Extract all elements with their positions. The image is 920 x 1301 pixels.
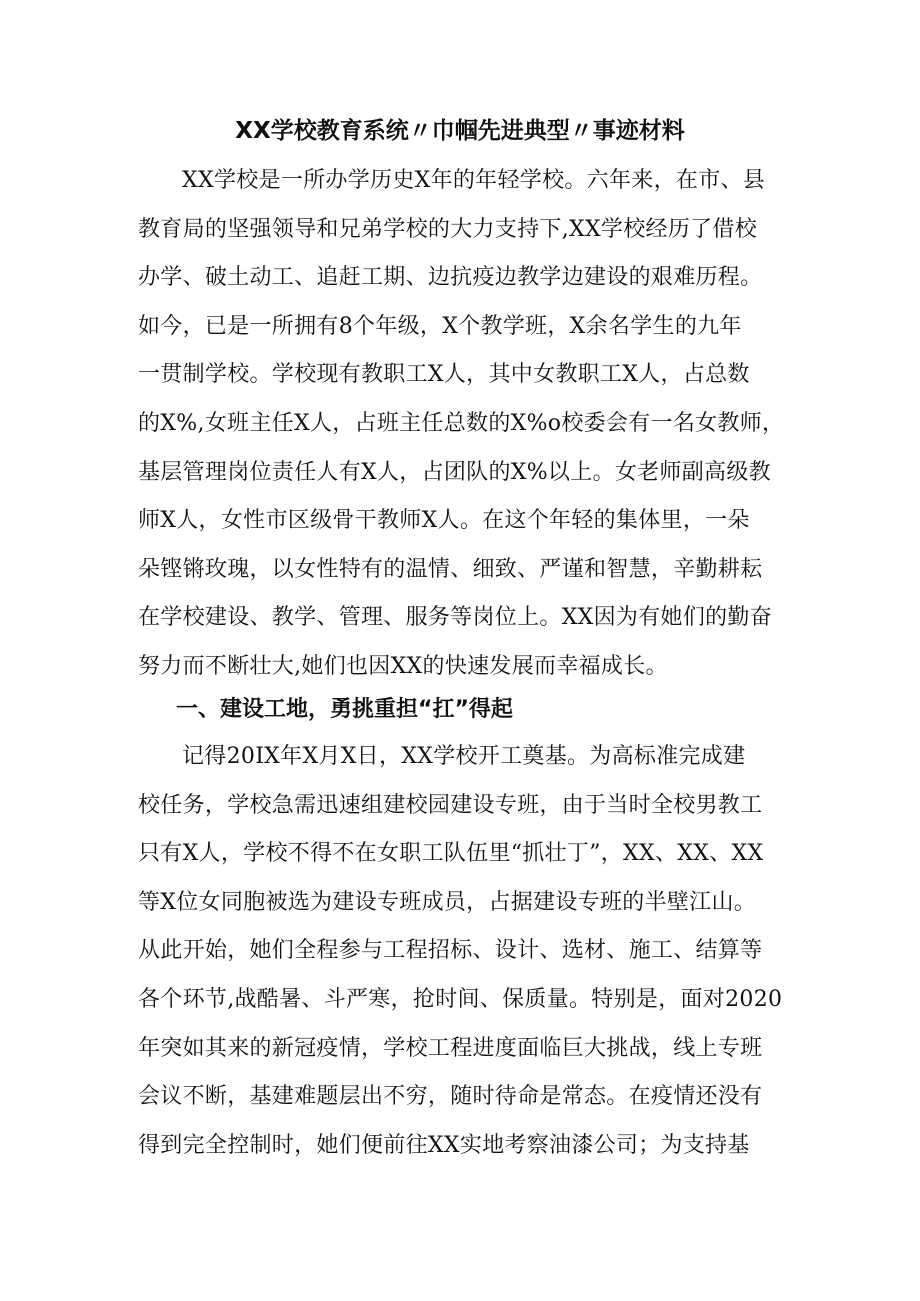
paragraph-line: 基层管理岗位责任人有X人，占团队的X%以上。女老师副高级教: [138, 459, 771, 485]
paragraph-line: 在学校建设、教学、管理、服务等岗位上。XX因为有她们的勤奋: [138, 605, 773, 631]
paragraph-line: 各个环节,战酷暑、斗严寒，抢时间、保质量。特别是，面对2020: [138, 986, 783, 1012]
paragraph-line: 如今，已是一所拥有8个年级，X个教学班，X余名学生的九年: [138, 313, 742, 339]
paragraph-line: 得到完全控制时，她们便前往XX实地考察油漆公司；为支持基: [138, 1132, 750, 1158]
paragraph-line: 会议不断，基建难题层出不穷，随时待命是常态。在疫情还没有: [138, 1084, 763, 1110]
paragraph-line: 办学、破土动工、追赶工期、边抗疫边教学边建设的艰难历程。: [138, 265, 763, 291]
paragraph-line: 朵铿锵玫瑰，以女性特有的温情、细致、严谨和智慧，辛勤耕耘: [138, 556, 763, 582]
paragraph-line: 从此开始，她们全程参与工程招标、设计、选材、施工、结算等: [138, 938, 763, 964]
paragraph-line: 年突如其来的新冠疫情，学校工程进度面临巨大挑战，线上专班: [138, 1035, 763, 1061]
paragraph-line: 的X%,女班主任X人，占班主任总数的X%o校委会有一名女教师，: [138, 410, 785, 436]
paragraph-line: 一贯制学校。学校现有教职工X人，其中女教职工X人，占总数: [138, 362, 750, 388]
paragraph-line: XX学校是一所办学历史X年的年轻学校。六年来，在市、县: [182, 168, 766, 193]
section-paragraph: [138, 733, 798, 1170]
paragraph-line: 校任务，学校急需迅速组建校园建设专班，由于当时全校男教工: [138, 792, 763, 818]
paragraph-line: 努力而不断壮大,她们也因XX的快速发展而幸福成长。: [138, 653, 668, 679]
section-heading: 一、建设工地，勇挑重担“扛”得起: [176, 697, 513, 722]
paragraph-line: 只有X人，学校不得不在女职工队伍里“抓壮丁”，XX、XX、XX: [138, 841, 764, 867]
intro-paragraph: [138, 157, 798, 692]
paragraph-line: 教育局的坚强领导和兄弟学校的大力支持下,XX学校经历了借校: [138, 216, 758, 242]
paragraph-line: 师X人，女性市区级骨干教师X人。在这个年轻的集体里，一朵: [138, 508, 750, 534]
document-title: XX学校教育系统〃巾帼先进典型〃事迹材料: [235, 118, 685, 144]
paragraph-line: 等X位女同胞被选为建设专班成员，占据建设专班的半壁江山。: [138, 889, 757, 915]
paragraph-line: 记得20IX年X月X日，XX学校开工奠基。为高标准完成建: [182, 744, 746, 769]
